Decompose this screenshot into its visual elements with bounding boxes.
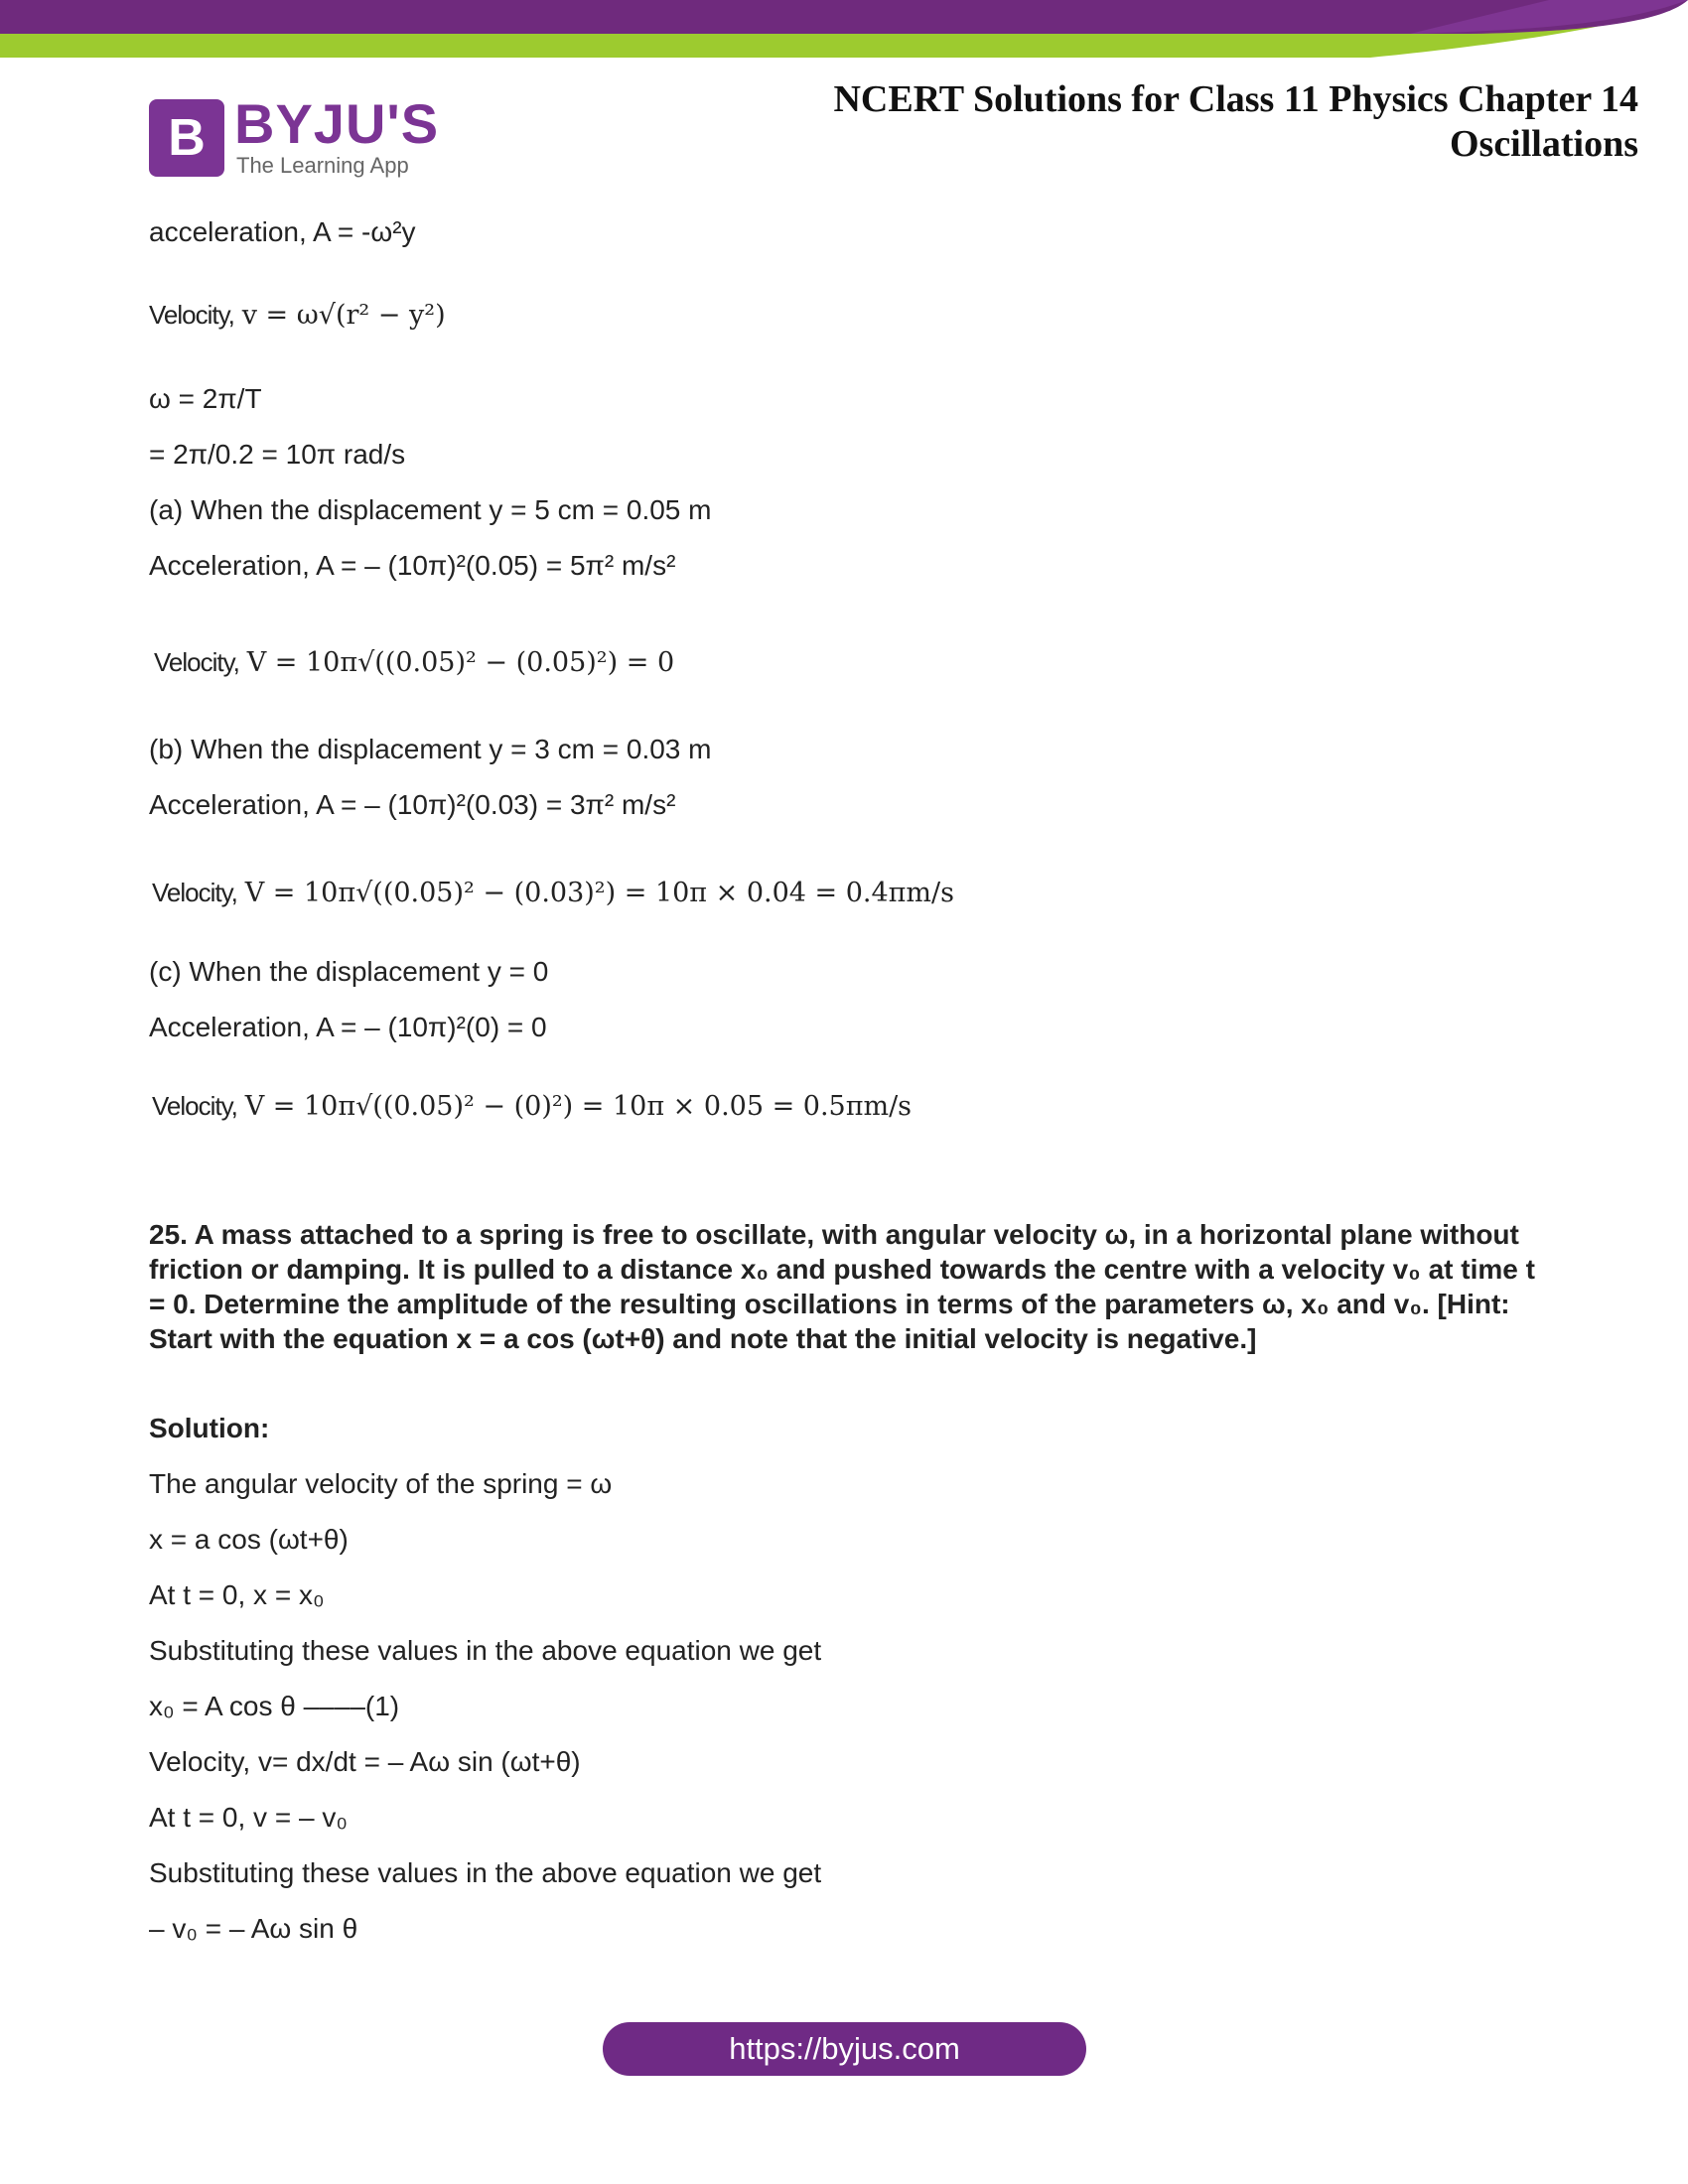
header-banner	[0, 0, 1688, 60]
formula-velocity-c	[152, 1089, 912, 1124]
document-title	[833, 77, 1638, 167]
title-line-2: Oscillations	[1449, 123, 1638, 165]
logo-wordmark: BYJU'S	[234, 92, 440, 155]
solution-line: Substituting these values in the above equation we get	[149, 1857, 822, 1888]
website-link[interactable]: https://byjus.com	[603, 2022, 1086, 2076]
formula-label: Velocity,	[149, 300, 234, 330]
solution-line: The angular velocity of the spring = ω	[149, 1468, 613, 1499]
logo-icon: B	[149, 99, 224, 177]
solution-line: At t = 0, x = x₀	[149, 1579, 325, 1610]
formula-velocity-b	[152, 876, 954, 910]
solution-line: At t = 0, v = – v₀	[149, 1802, 348, 1833]
formula-velocity-a	[154, 645, 674, 680]
solution-line: x = a cos (ωt+θ)	[149, 1524, 349, 1555]
text-line: Acceleration, A = – (10π)²(0.05) = 5π² m/s²	[149, 550, 676, 581]
text-line: Acceleration, A = – (10π)²(0) = 0	[149, 1012, 547, 1042]
solution-line: – v₀ = – Aω sin θ	[149, 1913, 358, 1944]
formula: v = ω√(r² − y²)	[241, 300, 446, 331]
text-line: (a) When the displacement y = 5 cm = 0.05 m	[149, 494, 712, 525]
solution-line: Substituting these values in the above equation we get	[149, 1635, 822, 1666]
text-line: Acceleration, A = – (10π)²(0.03) = 3π² m/s²	[149, 789, 676, 820]
formula-label: Velocity,	[152, 1091, 237, 1121]
text-line: (c) When the displacement y = 0	[149, 956, 549, 987]
solution-line: Velocity, v= dx/dt = – Aω sin (ωt+θ)	[149, 1746, 581, 1777]
logo-tagline: The Learning App	[236, 153, 409, 178]
formula: V = 10π√((0.05)² − (0.05)²) = 0	[246, 647, 675, 678]
text-line: ω = 2π/T	[149, 383, 262, 414]
solution-heading: Solution:	[149, 1413, 270, 1443]
formula-label: Velocity,	[152, 878, 237, 907]
formula: V = 10π√((0.05)² − (0.03)²) = 10π × 0.04 = 0.4πm/s	[244, 878, 954, 908]
formula-velocity-general	[149, 298, 446, 333]
byjus-logo	[149, 92, 440, 179]
formula-label: Velocity,	[154, 647, 239, 677]
solution-line: x₀ = A cos θ ––––(1)	[149, 1691, 400, 1721]
question-25: 25. A mass attached to a spring is free to oscillate, with angular velocity ω, in a horizontal plane without friction or damping. It is pulled to a distance x₀ and pushed towards the centre with a velocity v₀ at time t = 0. Determine the amplitude of the resulting oscillations in terms of the parameters ω, x₀ and v₀. [Hint: Start with the equation x = a cos (ωt+θ) and note that the initial velocity is negative.]	[149, 1219, 1535, 1354]
text-line: (b) When the displacement y = 3 cm = 0.03 m	[149, 734, 712, 764]
formula: V = 10π√((0.05)² − (0)²) = 10π × 0.05 = 0.5πm/s	[244, 1091, 913, 1122]
title-line-1: NCERT Solutions for Class 11 Physics Chapter 14	[833, 78, 1638, 120]
text-line: = 2π/0.2 = 10π rad/s	[149, 439, 406, 470]
text-line: acceleration, A = -ω²y	[149, 216, 416, 247]
